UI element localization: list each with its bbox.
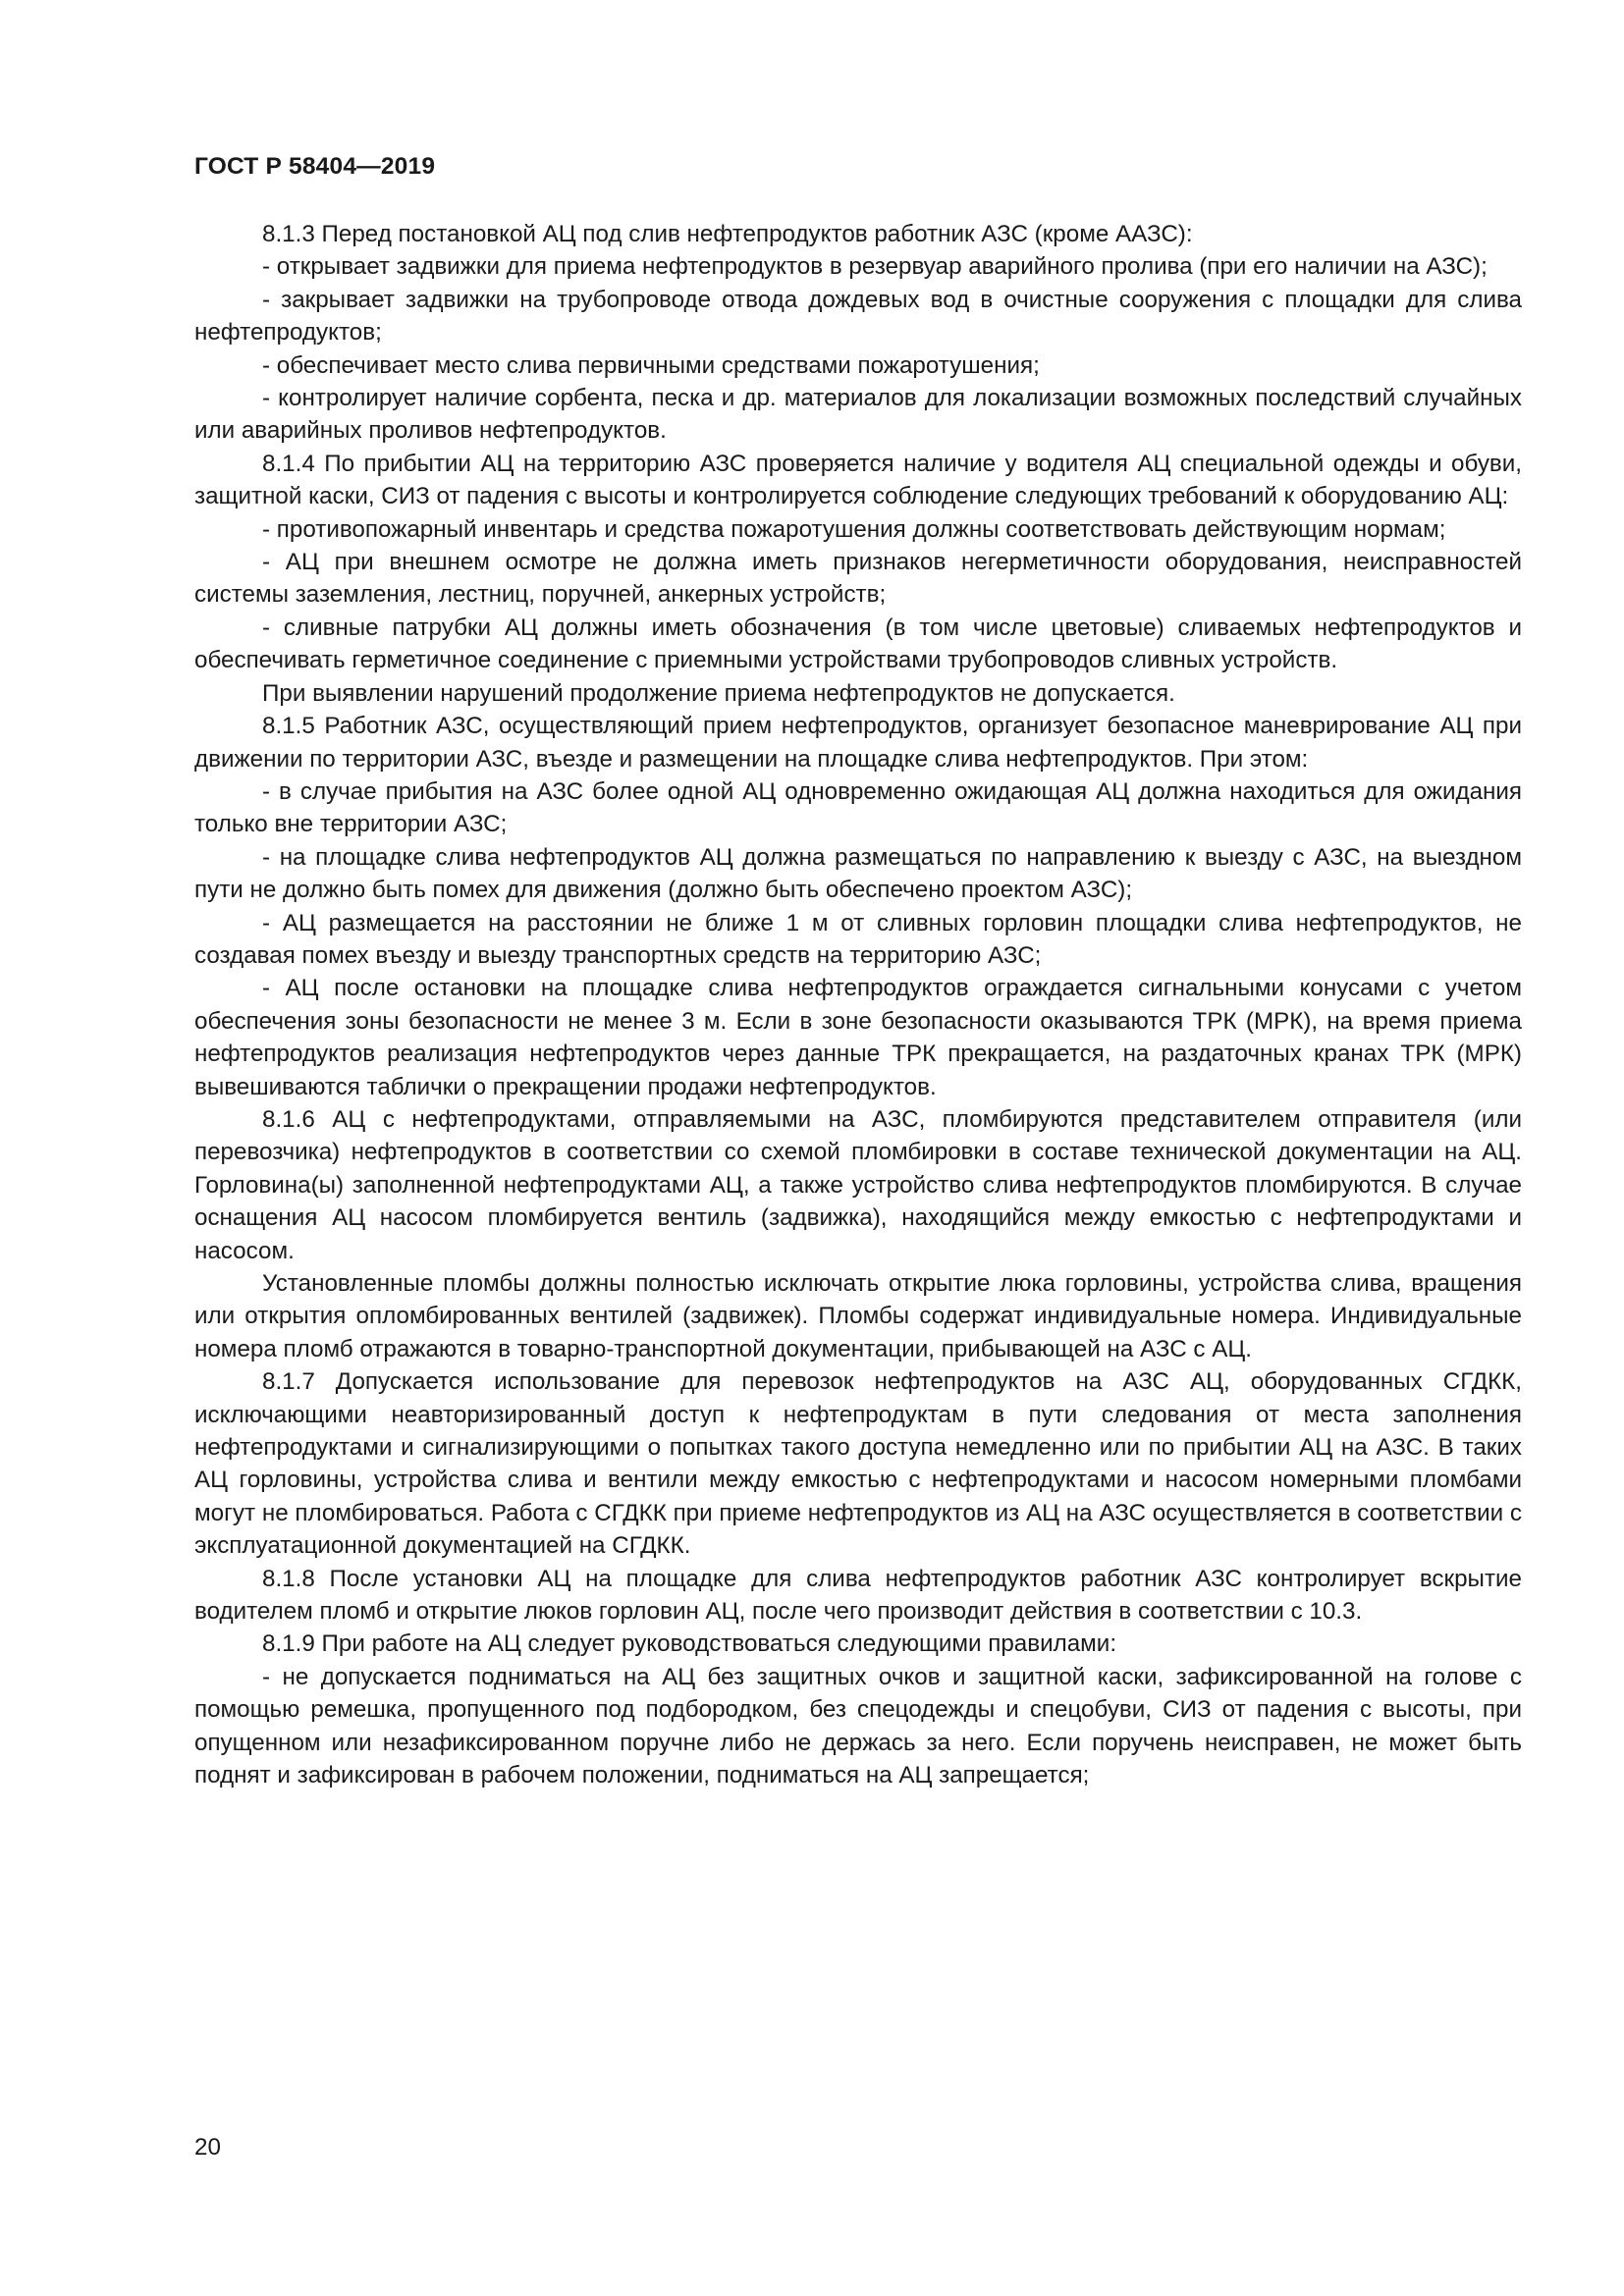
- paragraph: 8.1.3 Перед постановкой АЦ под слив нефтепродуктов работник АЗС (кроме ААЗС):: [262, 221, 1193, 247]
- paragraph: - не допускается подниматься на АЦ без защитных очков и защитной каски, зафиксированной на голове с помощью ремешка, пропущенного под подбородком, без спецодежды и спецобуви, СИЗ от падения с высоты, при опущенном или незафиксированном поручне либо не держась за него. Если поручень неисправен, не может быть поднят и зафиксирован в рабочем положении, подниматься на АЦ запрещается;: [194, 1663, 1522, 1789]
- paragraph: - на площадке слива нефтепродуктов АЦ должна размещаться по направлению к выезду с АЗС, на выездном пути не должно быть помех для движения (должно быть обеспечено проектом АЗС);: [194, 843, 1522, 904]
- document-header: ГОСТ Р 58404—2019: [194, 153, 436, 180]
- paragraph: При выявлении нарушений продолжение приема нефтепродуктов не допускается.: [262, 679, 1175, 707]
- paragraph: - открывает задвижки для приема нефтепродуктов в резервуар аварийного пролива (при его наличии на АЗС);: [262, 253, 1488, 281]
- document-body: [194, 218, 1522, 1792]
- paragraph: 8.1.6 АЦ с нефтепродуктами, отправляемыми на АЗС, пломбируются представителем отправителя (или перевозчика) нефтепродуктов в соответствии со схемой пломбировки в составе технической документации на АЦ. Горловина(ы) заполненной нефтепродуктами АЦ, а также устройство слива нефтепродуктов пломбируются. В случае оснащения АЦ насосом пломбируется вентиль (задвижка), находящийся между емкостью с нефтепродуктами и насосом.: [194, 1105, 1522, 1264]
- paragraph: 8.1.4 По прибытии АЦ на территорию АЗС проверяется наличие у водителя АЦ специальной одежды и обуви, защитной каски, СИЗ от падения с высоты и контролируется соблюдение следующих требований к оборудованию АЦ:: [194, 450, 1522, 510]
- paragraph: - закрывает задвижки на трубопроводе отвода дождевых вод в очистные сооружения с площадки для слива нефтепродуктов;: [194, 286, 1522, 347]
- paragraph: - АЦ при внешнем осмотре не должна иметь признаков негерметичности оборудования, неисправностей системы заземления, лестниц, поручней, анкерных устройств;: [194, 549, 1522, 609]
- paragraph: Установленные пломбы должны полностью исключать открытие люка горловины, устройства слива, вращения или открытия опломбированных вентилей (задвижек). Пломбы содержат индивидуальные номера. Индивидуальные номера пломб отражаются в товарно-транспортной документации, прибывающей на АЗС с АЦ.: [194, 1270, 1522, 1362]
- paragraph: - обеспечивает место слива первичными средствами пожаротушения;: [262, 351, 1040, 379]
- paragraph: - АЦ после остановки на площадке слива нефтепродуктов ограждается сигнальными конусами с учетом обеспечения зоны безопасности не менее 3 м. Если в зоне безопасности оказываются ТРК (МРК), на время приема нефтепродуктов реализация нефтепродуктов через данные ТРК прекращается, на раздаточных кранах ТРК (МРК) вывешиваются таблички о прекращении продажи нефтепродуктов.: [194, 975, 1522, 1100]
- paragraph: - сливные патрубки АЦ должны иметь обозначения (в том числе цветовые) сливаемых нефтепродуктов и обеспечивать герметичное соединение с приемными устройствами трубопроводов сливных устройств.: [194, 614, 1522, 674]
- paragraph: 8.1.5 Работник АЗС, осуществляющий прием нефтепродуктов, организует безопасное маневрирование АЦ при движении по территории АЗС, въезде и размещении на площадке слива нефтепродуктов. При этом:: [194, 713, 1522, 773]
- paragraph: 8.1.7 Допускается использование для перевозок нефтепродуктов на АЗС АЦ, оборудованных СГДКК, исключающими неавторизированный доступ к нефтепродуктам в пути следования от места заполнения нефтепродуктами и сигнализирующими о попытках такого доступа немедленно или по прибытии АЦ на АЗС. В таких АЦ горловины, устройства слива и вентили между емкостью с нефтепродуктами и насосом номерными пломбами могут не пломбироваться. Работа с СГДКК при приеме нефтепродуктов из АЦ на АЗС осуществляется в соответствии с эксплуатационной документацией на СГДКК.: [194, 1368, 1522, 1560]
- paragraph: - контролирует наличие сорбента, песка и др. материалов для локализации возможных последствий случайных или аварийных проливов нефтепродуктов.: [194, 385, 1522, 445]
- page-number: 20: [194, 2134, 221, 2161]
- paragraph: 8.1.8 После установки АЦ на площадке для слива нефтепродуктов работник АЗС контролирует вскрытие водителем пломб и открытие люков горловин АЦ, после чего производит действия в соответствии с 10.3.: [194, 1565, 1522, 1626]
- paragraph: - АЦ размещается на расстоянии не ближе 1 м от сливных горловин площадки слива нефтепродуктов, не создавая помех въезду и выезду транспортных средств на территорию АЗС;: [194, 909, 1522, 969]
- paragraph: 8.1.9 При работе на АЦ следует руководствоваться следующими правилами:: [262, 1630, 1117, 1658]
- paragraph: - противопожарный инвентарь и средства пожаротушения должны соответствовать действующим нормам;: [262, 515, 1446, 543]
- paragraph: - в случае прибытия на АЗС более одной АЦ одновременно ожидающая АЦ должна находиться для ожидания только вне территории АЗС;: [194, 777, 1522, 838]
